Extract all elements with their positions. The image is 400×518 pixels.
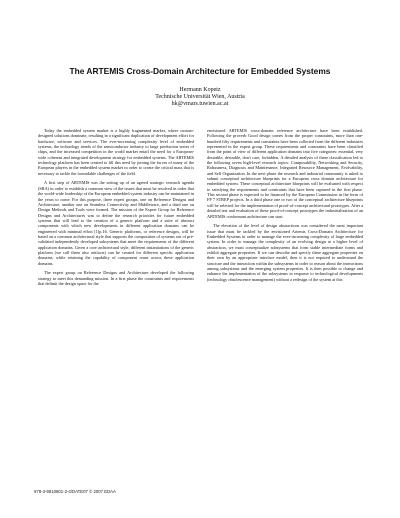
right-column — [207, 128, 363, 286]
left-column — [38, 128, 194, 291]
paragraph: Today the embedded system market is a highly fragmented market, where custom-designed solutions dominate, resulting in a significant duplication of development effort for hardware, software and services. The ever-increasing complexity level of embedded systems, the technology trends of the semiconductor industry to large production series of chips, and the increased competition in the world market entail the need for a European-wide coherent and integrated development strategy for embedded systems. The ARTEMIS technology platform has been created to fill this need by joining the forces of many of the European players in the embedded system market in order to create the critical mass that is necessary to tackle the formidable challenges of the field. — [38, 128, 194, 176]
paragraph: The elevation of the level of design abstractions was considered the most important issue that must be tackled by the envisioned Artemis Cross-Domain Architecture for Embedded Systems in order to manage the ever-increasing complexity of large embedded system. In order to manage the complexity of an evolving design at a higher level of abstraction, we must conceptualize subsystems that form stable intermediate forms and exhibit aggregate properties. If we can describe and specify these aggregate properties on their own by an appropriate interface model, then it is not required to understand the structure and the interaction within the subsystems in order to reason about the interactions among subsystems and the emerging system properties. It is then possible to change and enhance the implementation of the subsystems in response to technological developments (technology obsolescence management) without a redesign of the system at this — [207, 223, 363, 282]
author-email: hk@vmars.tuwien.ac.at — [171, 101, 229, 108]
author-affiliation: Technische Universität Wien, Austria — [155, 94, 245, 101]
copyright-footer: 978-3-9810801-2-4/DATE07 © 2007 EDAA — [34, 489, 116, 494]
author-block — [0, 87, 400, 109]
paragraph: The expert group on Reference Designs and Architecture developed the following strategy to meet this demanding mission. In a first phase the constraints and requirements that delimit the design space for the — [38, 270, 194, 287]
author-name: Hermann Kopetz — [179, 87, 221, 93]
paragraph: envisioned ARTEMIS cross-domain reference architecture have been established. Following the proverb Good design comes from the proper constraints, more than one-hundred fifty requirements and constraints have been collected from the different industries represented in the expert group. These requirements and constraints have been classified from the point of view of different application domains into five categories: essential, very desirable, desirable, don't care, forbidden. A detailed analysis of these classification led to the following seven high-level research topics: Composability, Networking and Security, Robustness, Diagnosis and Maintenance, Integrated Resource Management, Evolvability, and Self Organization. In the next phase the research and industrial community is asked to submit conceptual architecture blueprints for a European cross domain architecture for embedded system. These conceptual architecture blueprints will be evaluated with respect to satisfying the requirements and constraints that have been captured in the first phase. This second phase is expected to be financed by the European Commission in the form of FP 7 STREP projects. In a third phase one or two of the conceptual architecture blueprints will be selected for the implementation of proof-of-concept architectural prototypes. After a detailed test and evaluation of these proof-of-concept prototypes the industrialization of an ARTEMIS conformant architecture can start. — [207, 128, 364, 219]
paragraph: A first step of ARTEMIS was the setting up of an agreed strategic research agenda (SRA) in order to establish a common view of the issues that must be resolved in order that the world-wide leadership of the European embedded system industry can be maintained in the years to come. For this purpose, three expert groups, one on Reference Designs and Architecture, another one on Seamless Connectivity and Middleware, and a third one on Design Methods and Tools were formed. The mission of the Expert Group for Reference Designs and Architectures was to define the research priorities for future embedded systems that will lead to the creation of a generic platform and a suite of abstract components with which new developments in different application domains can be engineered with minimal effort [1]p.16. Generic platforms, or reference designs, will be based on a common architectural style that supports the composition of systems out of pre-validated independently developed subsystems that meet the requirements of the different application domains. Given a core architectural style, different instantiations of the generic platform (we call them also artifacts) can be created for different specific application domains, while retaining the capability of component reuse across these application domains. — [38, 180, 194, 266]
paper-title: The ARTEMIS Cross-Domain Architecture for Embedded Systems — [69, 66, 331, 76]
